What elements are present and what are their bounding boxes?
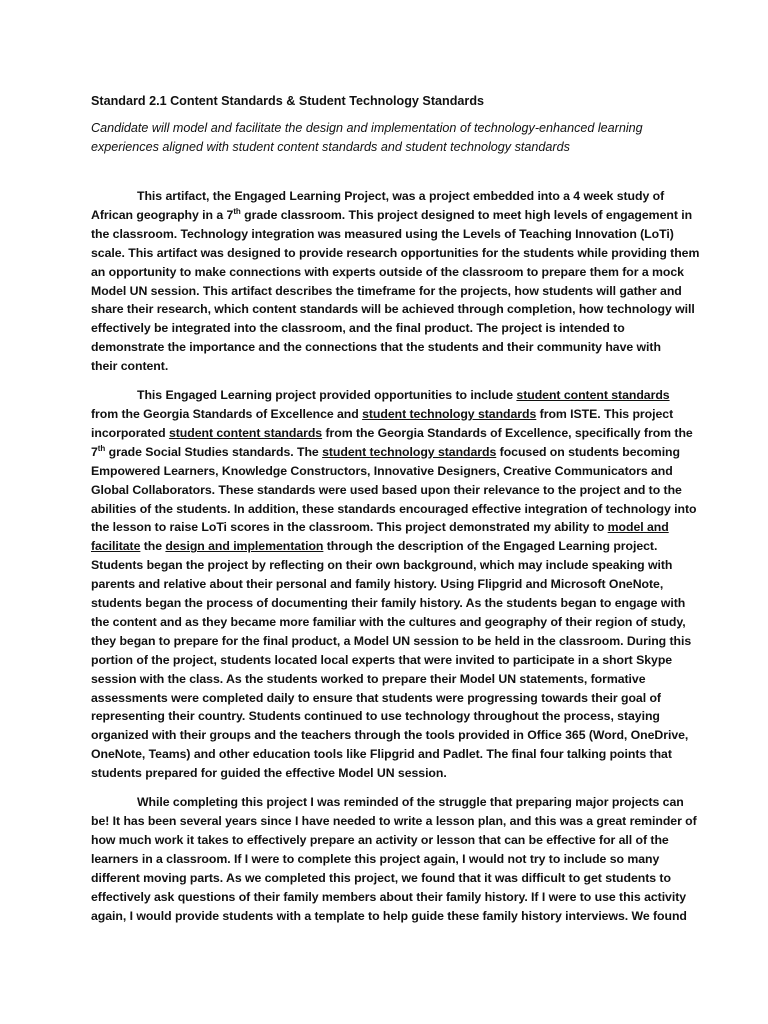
paragraph-line: share their research, which content standards will be achieved through completion, how technology will: [91, 302, 695, 317]
paragraph-line: Model UN session. This artifact describes the timeframe for the projects, how students will gather and: [91, 283, 682, 298]
paragraph-line: representing their country. Students continued to use technology throughout the process, staying: [91, 709, 660, 724]
paragraph-line: [91, 443, 681, 462]
paragraph-line: portion of the project, students located local experts that were invited to participate in a short Skype: [91, 652, 673, 667]
paragraph-line: [91, 537, 681, 556]
underlined-phrase: student content standards: [516, 388, 670, 403]
paragraph-line: effectively ask questions of their family members about their family history. If I were to use this activity: [91, 889, 687, 904]
paragraph-line: OneNote, Teams) and other education tools like Flipgrid and Padlet. The final four talking points that: [91, 747, 672, 762]
underlined-phrase: student technology standards: [322, 444, 497, 459]
text-run: 7: [91, 444, 98, 459]
text-run: from the Georgia Standards of Excellence, specifically from the: [322, 425, 693, 440]
superscript: th: [233, 206, 241, 216]
paragraph-line: effectively be integrated into the classroom, and the final product. The project is intended to: [91, 321, 625, 336]
underlined-phrase: student technology standards: [362, 406, 537, 421]
paragraph-line: This artifact, the Engaged Learning Project, was a project embedded into a 4 week study of: [137, 189, 665, 203]
document-page: [91, 92, 700, 935]
paragraph-standards: [91, 386, 697, 783]
paragraph-line: While completing this project I was reminded of the struggle that preparing major projects can: [137, 795, 684, 810]
paragraph-line: an opportunity to make connections with experts outside of the classroom to prepare them for a mock: [91, 264, 684, 279]
text-run: the lesson to raise LoTi scores in the classroom. This project demonstrated my ability to: [91, 520, 608, 535]
paragraph-line: session with the class. As the students worked to prepare their Model UN statements, formative: [91, 671, 646, 686]
description-line: experiences aligned with student content standards and student technology standards: [91, 140, 570, 154]
description-line: Candidate will model and facilitate the design and implementation of technology-enhanced learning: [91, 121, 643, 135]
standard-heading: Standard 2.1 Content Standards & Student Technology Standards: [91, 94, 485, 108]
paragraph-line: [91, 206, 693, 225]
text-run: the: [140, 539, 166, 554]
paragraph-line: demonstrate the importance and the connections that the students and their community have with: [91, 340, 661, 355]
paragraph-line: assessments were completed daily to ensure that students were progressing towards their goal of: [91, 690, 661, 705]
paragraph-line: abilities of the students. In addition, these standards encouraged effective integration of technology into: [91, 501, 697, 516]
text-run: This Engaged Learning project provided opportunities to include: [137, 388, 517, 403]
text-run: grade classroom. This project designed to meet high levels of engagement in: [240, 207, 693, 222]
text-run: African geography in a 7: [91, 207, 234, 222]
paragraph-line: be! It has been several years since I have needed to write a lesson plan, and this was a great reminder of: [91, 814, 697, 828]
paragraph-line: [91, 424, 693, 443]
paragraph-line: Students began the project by reflecting on their own background, which may include speaking with: [91, 558, 673, 573]
standard-description: [91, 119, 681, 157]
underlined-phrase: model and: [607, 520, 669, 535]
paragraph-line: scale. This artifact was designed to provide research opportunities for the students while providing them: [91, 245, 700, 260]
paragraph-reflection: [91, 793, 697, 925]
text-run: through the description of the Engaged Learning project.: [323, 539, 658, 554]
paragraph-line: Empowered Learners, Knowledge Constructors, Innovative Designers, Creative Communicators and: [91, 463, 673, 478]
text-run: incorporated: [91, 425, 169, 440]
paragraph-line: how much work it takes to effectively prepare an activity or lesson that can be effective for all of the: [91, 832, 669, 847]
paragraph-line: they began to prepare for the final product, a Model UN session to be held in the classroom. During this: [91, 633, 692, 648]
paragraph-line: students began the process of documenting their family history. As the students began to engage with: [91, 596, 686, 611]
underlined-phrase: student content standards: [168, 425, 323, 440]
paragraph-line: the content and as they became more familiar with the cultures and geography of their region of study,: [91, 614, 686, 629]
underlined-phrase: design and implementation: [165, 539, 324, 554]
text-run: from ISTE. This project: [536, 406, 674, 421]
paragraph-line: their content.: [91, 359, 169, 374]
paragraph-line: [91, 405, 681, 424]
text-run: focused on students becoming: [496, 444, 680, 459]
superscript: th: [97, 443, 106, 453]
underlined-phrase: facilitate: [91, 539, 141, 554]
paragraph-line: organized with their groups and the teachers through the tools provided in Office 365 (Word, OneDrive,: [91, 728, 689, 743]
paragraph-line: [91, 518, 681, 537]
paragraph-artifact-summary: [91, 187, 700, 376]
paragraph-line: [91, 386, 681, 405]
paragraph-line: different moving parts. As we completed this project, we found that it was difficult to get students to: [91, 870, 671, 885]
paragraph-line: students prepared for guided the effective Model UN session.: [91, 766, 447, 781]
paragraph-line: learners in a classroom. If I were to complete this project again, I would not try to include so many: [91, 851, 660, 866]
paragraph-line: parents and relative about their personal and family history. Using Flipgrid and Microsoft OneNote,: [91, 577, 664, 592]
paragraph-line: the classroom. Technology integration was measured using the Levels of Teaching Innovation (LoTi): [91, 226, 674, 241]
paragraph-line: again, I would provide students with a template to help guide these family history interviews. We found: [91, 908, 687, 923]
paragraph-line: Global Collaborators. These standards were used based upon their relevance to the project and to the: [91, 482, 682, 497]
text-run: grade Social Studies standards. The: [105, 444, 323, 459]
text-run: from the Georgia Standards of Excellence and: [91, 406, 363, 421]
